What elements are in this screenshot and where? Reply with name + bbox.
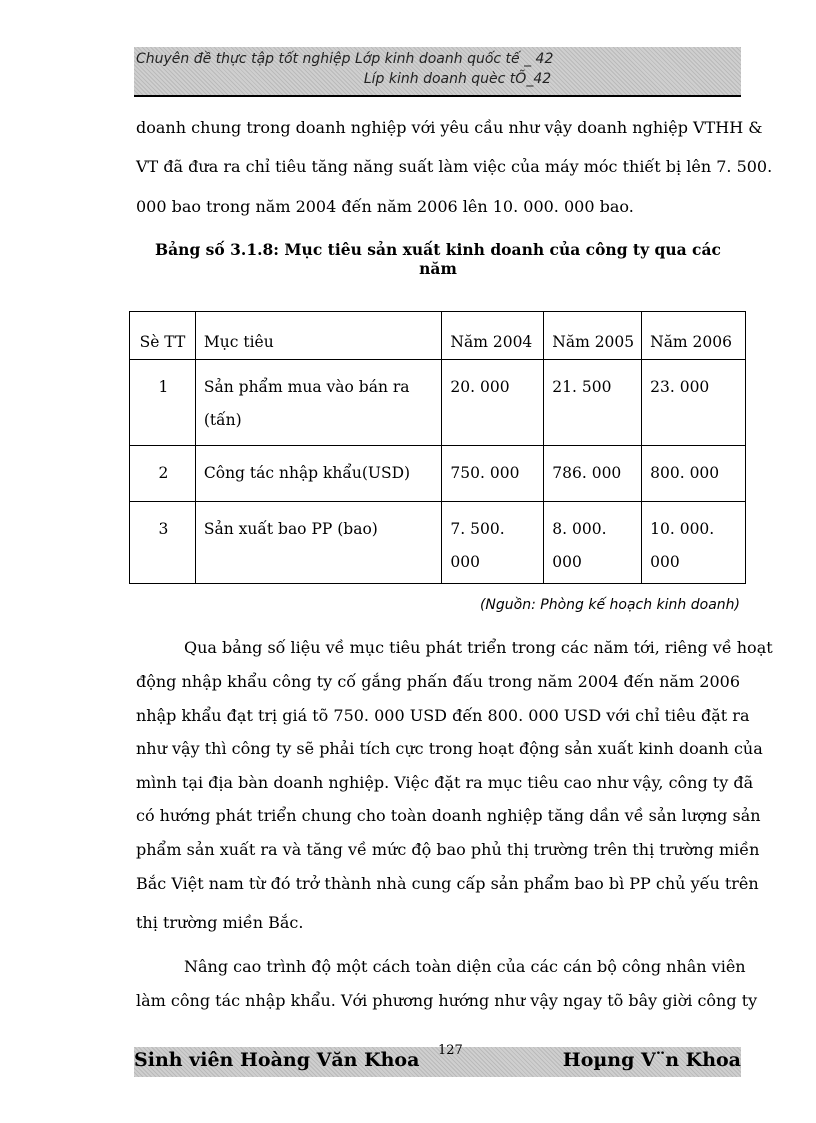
cell-stt: 3 bbox=[130, 502, 196, 584]
col-header-2006: Năm 2006 bbox=[642, 312, 746, 360]
intro-line: 000 bao trong năm 2004 đến năm 2006 lên 10. 000. 000 bao. bbox=[136, 197, 634, 216]
targets-table bbox=[129, 311, 746, 584]
cell-2006: 800. 000 bbox=[642, 446, 746, 502]
col-header-2005: Năm 2005 bbox=[544, 312, 642, 360]
paragraph-line: động nhập khẩu công ty cố gắng phấn đấu trong năm 2004 đến năm 2006 bbox=[136, 672, 740, 691]
col-header-stt: Sè TT bbox=[130, 312, 196, 360]
cell-2006: 23. 000 bbox=[642, 360, 746, 446]
cell-2005: 8. 000. 000 bbox=[544, 502, 642, 584]
col-header-2004: Năm 2004 bbox=[442, 312, 544, 360]
cell-target: Sản phẩm mua vào bán ra (tấn) bbox=[195, 360, 442, 446]
cell-target: Công tác nhập khẩu(USD) bbox=[195, 446, 442, 502]
cell-target: Sản xuất bao PP (bao) bbox=[195, 502, 442, 584]
cell-stt: 2 bbox=[130, 446, 196, 502]
paragraph-line: làm công tác nhập khẩu. Với phương hướng như vậy ngay tõ bây giời công ty bbox=[136, 991, 758, 1010]
footer-author-alt: Hoµng V¨n Khoa bbox=[562, 1049, 741, 1071]
header-line-1: Chuyên đề thực tập tốt nghiệp Lớp kinh doanh quốc tế _ 42 bbox=[136, 51, 554, 67]
paragraph-line: mình tại địa bàn doanh nghiệp. Việc đặt ra mục tiêu cao như vậy, công ty đã bbox=[136, 773, 754, 792]
table-source-note: (Nguồn: Phòng kế hoạch kinh doanh) bbox=[479, 597, 740, 613]
paragraph-line: Bắc Việt nam từ đó trở thành nhà cung cấp sản phẩm bao bì PP chủ yếu trên bbox=[136, 874, 759, 893]
cell-2005: 21. 500 bbox=[544, 360, 642, 446]
paragraph-line: như vậy thì công ty sẽ phải tích cực trong hoạt động sản xuất kinh doanh của bbox=[136, 739, 763, 758]
page-number: 127 bbox=[438, 1043, 463, 1058]
cell-2004: 20. 000 bbox=[442, 360, 544, 446]
footer-author: Sinh viên Hoàng Văn Khoa bbox=[134, 1049, 420, 1071]
table-row bbox=[130, 502, 746, 584]
header-line-2: Líp kinh doanh quèc tÕ_42 bbox=[363, 71, 552, 87]
paragraph-line: Qua bảng số liệu về mục tiêu phát triển trong các năm tới, riêng về hoạt bbox=[184, 638, 773, 657]
table-row bbox=[130, 360, 746, 446]
table-title: Bảng số 3.1.8: Mục tiêu sản xuất kinh doanh của công ty qua các năm bbox=[155, 240, 721, 278]
cell-2005: 786. 000 bbox=[544, 446, 642, 502]
cell-2004: 750. 000 bbox=[442, 446, 544, 502]
paragraph-line: có hướng phát triển chung cho toàn doanh nghiệp tăng dần về sản lượng sản bbox=[136, 806, 761, 825]
paragraph-line: Nâng cao trình độ một cách toàn diện của các cán bộ công nhân viên bbox=[184, 957, 746, 976]
cell-stt: 1 bbox=[130, 360, 196, 446]
paragraph-line: thị trường miền Bắc. bbox=[136, 913, 304, 932]
paragraph-line: phẩm sản xuất ra và tăng về mức độ bao phủ thị trường trên thị trường miền bbox=[136, 840, 760, 859]
page-footer bbox=[134, 1043, 741, 1077]
paragraph-line: nhập khẩu đạt trị giá tõ 750. 000 USD đến 800. 000 USD với chỉ tiêu đặt ra bbox=[136, 706, 750, 725]
table-header-row bbox=[130, 312, 746, 360]
cell-2004: 7. 500. 000 bbox=[442, 502, 544, 584]
table-row bbox=[130, 446, 746, 502]
page-header bbox=[134, 47, 741, 97]
intro-line: doanh chung trong doanh nghiệp với yêu cầu như vậy doanh nghiệp VTHH & bbox=[136, 118, 763, 137]
col-header-target: Mục tiêu bbox=[195, 312, 442, 360]
cell-2006: 10. 000. 000 bbox=[642, 502, 746, 584]
intro-line: VT đã đưa ra chỉ tiêu tăng năng suất làm việc của máy móc thiết bị lên 7. 500. bbox=[136, 157, 773, 176]
